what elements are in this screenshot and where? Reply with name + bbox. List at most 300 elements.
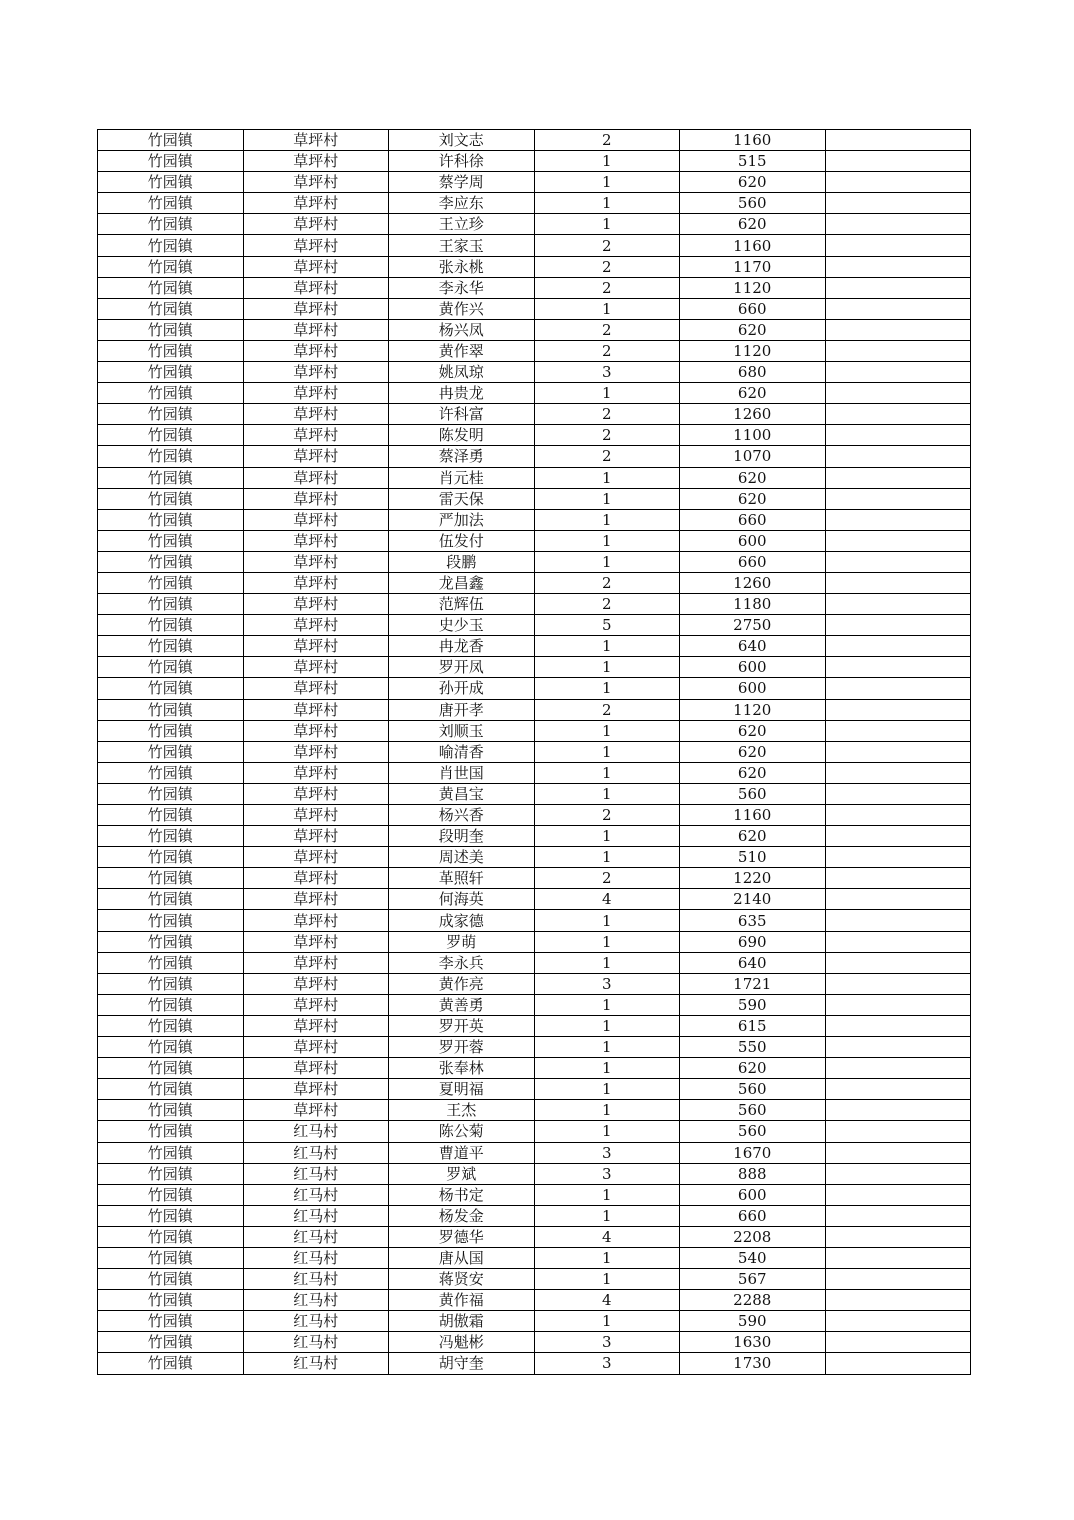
remark-cell	[825, 1353, 971, 1374]
table-row	[98, 340, 971, 361]
town-cell: 竹园镇	[98, 340, 244, 361]
amount-cell: 560	[680, 1121, 826, 1142]
village-cell: 草坪村	[243, 383, 389, 404]
name-cell: 蔡泽勇	[389, 446, 535, 467]
village-cell: 草坪村	[243, 404, 389, 425]
amount-cell: 600	[680, 657, 826, 678]
household-size-cell: 1	[534, 636, 680, 657]
village-cell: 草坪村	[243, 931, 389, 952]
table-row	[98, 847, 971, 868]
household-size-cell: 2	[534, 594, 680, 615]
village-cell: 红马村	[243, 1269, 389, 1290]
village-cell: 草坪村	[243, 172, 389, 193]
amount-cell: 1180	[680, 594, 826, 615]
amount-cell: 620	[680, 214, 826, 235]
amount-cell: 1730	[680, 1353, 826, 1374]
name-cell: 龙昌鑫	[389, 572, 535, 593]
remark-cell	[825, 1226, 971, 1247]
household-size-cell: 1	[534, 952, 680, 973]
remark-cell	[825, 551, 971, 572]
amount-cell: 620	[680, 826, 826, 847]
town-cell: 竹园镇	[98, 994, 244, 1015]
table-row	[98, 1015, 971, 1036]
household-size-cell: 1	[534, 530, 680, 551]
village-cell: 草坪村	[243, 235, 389, 256]
town-cell: 竹园镇	[98, 509, 244, 530]
household-size-cell: 2	[534, 130, 680, 151]
village-cell: 草坪村	[243, 805, 389, 826]
name-cell: 冯魁彬	[389, 1332, 535, 1353]
table-row	[98, 1332, 971, 1353]
remark-cell	[825, 1142, 971, 1163]
amount-cell: 640	[680, 636, 826, 657]
household-size-cell: 3	[534, 1163, 680, 1184]
name-cell: 姚凤琼	[389, 362, 535, 383]
remark-cell	[825, 404, 971, 425]
town-cell: 竹园镇	[98, 1079, 244, 1100]
village-cell: 草坪村	[243, 488, 389, 509]
table-row	[98, 383, 971, 404]
table-row	[98, 910, 971, 931]
table-row	[98, 488, 971, 509]
remark-cell	[825, 1332, 971, 1353]
remark-cell	[825, 1058, 971, 1079]
amount-cell: 620	[680, 467, 826, 488]
town-cell: 竹园镇	[98, 636, 244, 657]
household-size-cell: 1	[534, 1311, 680, 1332]
amount-cell: 1120	[680, 340, 826, 361]
table-row	[98, 193, 971, 214]
amount-cell: 2288	[680, 1290, 826, 1311]
village-cell: 草坪村	[243, 952, 389, 973]
town-cell: 竹园镇	[98, 530, 244, 551]
household-size-cell: 1	[534, 741, 680, 762]
remark-cell	[825, 488, 971, 509]
name-cell: 刘顺玉	[389, 720, 535, 741]
table-row	[98, 256, 971, 277]
amount-cell: 615	[680, 1015, 826, 1036]
name-cell: 喻清香	[389, 741, 535, 762]
amount-cell: 660	[680, 1205, 826, 1226]
remark-cell	[825, 931, 971, 952]
remark-cell	[825, 741, 971, 762]
town-cell: 竹园镇	[98, 952, 244, 973]
remark-cell	[825, 277, 971, 298]
name-cell: 冉龙香	[389, 636, 535, 657]
remark-cell	[825, 509, 971, 530]
remark-cell	[825, 130, 971, 151]
name-cell: 伍发付	[389, 530, 535, 551]
household-size-cell: 3	[534, 1142, 680, 1163]
village-cell: 草坪村	[243, 362, 389, 383]
amount-cell: 1260	[680, 404, 826, 425]
table-row	[98, 1353, 971, 1374]
remark-cell	[825, 699, 971, 720]
name-cell: 肖世国	[389, 762, 535, 783]
remark-cell	[825, 1037, 971, 1058]
name-cell: 杨发金	[389, 1205, 535, 1226]
amount-cell: 1170	[680, 256, 826, 277]
amount-cell: 680	[680, 362, 826, 383]
table-row	[98, 235, 971, 256]
household-size-cell: 5	[534, 615, 680, 636]
name-cell: 许科徐	[389, 151, 535, 172]
household-size-cell: 1	[534, 1058, 680, 1079]
town-cell: 竹园镇	[98, 193, 244, 214]
table-row	[98, 1142, 971, 1163]
household-size-cell: 2	[534, 319, 680, 340]
amount-cell: 620	[680, 1058, 826, 1079]
amount-cell: 1120	[680, 699, 826, 720]
name-cell: 蔡学周	[389, 172, 535, 193]
remark-cell	[825, 847, 971, 868]
village-cell: 草坪村	[243, 1015, 389, 1036]
name-cell: 蒋贤安	[389, 1269, 535, 1290]
town-cell: 竹园镇	[98, 1332, 244, 1353]
household-size-cell: 1	[534, 172, 680, 193]
amount-cell: 560	[680, 1079, 826, 1100]
household-size-cell: 1	[534, 720, 680, 741]
amount-cell: 1160	[680, 235, 826, 256]
household-size-cell: 1	[534, 214, 680, 235]
village-cell: 草坪村	[243, 868, 389, 889]
name-cell: 陈公菊	[389, 1121, 535, 1142]
remark-cell	[825, 889, 971, 910]
amount-cell: 1630	[680, 1332, 826, 1353]
amount-cell: 1120	[680, 277, 826, 298]
remark-cell	[825, 762, 971, 783]
village-cell: 草坪村	[243, 847, 389, 868]
household-size-cell: 2	[534, 425, 680, 446]
village-cell: 红马村	[243, 1163, 389, 1184]
household-size-cell: 1	[534, 151, 680, 172]
remark-cell	[825, 826, 971, 847]
town-cell: 竹园镇	[98, 235, 244, 256]
town-cell: 竹园镇	[98, 1015, 244, 1036]
village-cell: 红马村	[243, 1247, 389, 1268]
town-cell: 竹园镇	[98, 298, 244, 319]
name-cell: 黄善勇	[389, 994, 535, 1015]
amount-cell: 1070	[680, 446, 826, 467]
table-row	[98, 1269, 971, 1290]
amount-cell: 660	[680, 298, 826, 319]
household-size-cell: 1	[534, 1100, 680, 1121]
table-row	[98, 1290, 971, 1311]
village-cell: 草坪村	[243, 256, 389, 277]
table-row	[98, 594, 971, 615]
name-cell: 孙开成	[389, 678, 535, 699]
table-row	[98, 741, 971, 762]
remark-cell	[825, 235, 971, 256]
name-cell: 段明奎	[389, 826, 535, 847]
name-cell: 李永华	[389, 277, 535, 298]
village-cell: 草坪村	[243, 636, 389, 657]
village-cell: 红马村	[243, 1332, 389, 1353]
name-cell: 黄作福	[389, 1290, 535, 1311]
name-cell: 何海英	[389, 889, 535, 910]
household-size-cell: 4	[534, 1226, 680, 1247]
table-row	[98, 889, 971, 910]
remark-cell	[825, 636, 971, 657]
village-cell: 红马村	[243, 1121, 389, 1142]
remark-cell	[825, 446, 971, 467]
town-cell: 竹园镇	[98, 1058, 244, 1079]
household-size-cell: 3	[534, 362, 680, 383]
remark-cell	[825, 657, 971, 678]
household-size-cell: 1	[534, 1121, 680, 1142]
town-cell: 竹园镇	[98, 256, 244, 277]
village-cell: 草坪村	[243, 193, 389, 214]
household-size-cell: 1	[534, 551, 680, 572]
household-size-cell: 2	[534, 699, 680, 720]
town-cell: 竹园镇	[98, 362, 244, 383]
village-cell: 草坪村	[243, 151, 389, 172]
village-cell: 红马村	[243, 1226, 389, 1247]
household-size-cell: 1	[534, 1079, 680, 1100]
remark-cell	[825, 1184, 971, 1205]
remark-cell	[825, 214, 971, 235]
name-cell: 许科富	[389, 404, 535, 425]
table-row	[98, 425, 971, 446]
town-cell: 竹园镇	[98, 1142, 244, 1163]
town-cell: 竹园镇	[98, 657, 244, 678]
household-size-cell: 2	[534, 277, 680, 298]
table-row	[98, 530, 971, 551]
amount-cell: 567	[680, 1269, 826, 1290]
name-cell: 成家德	[389, 910, 535, 931]
town-cell: 竹园镇	[98, 1163, 244, 1184]
table-row	[98, 805, 971, 826]
remark-cell	[825, 572, 971, 593]
amount-cell: 620	[680, 383, 826, 404]
town-cell: 竹园镇	[98, 826, 244, 847]
amount-cell: 2140	[680, 889, 826, 910]
amount-cell: 600	[680, 1184, 826, 1205]
remark-cell	[825, 1163, 971, 1184]
remark-cell	[825, 298, 971, 319]
village-cell: 草坪村	[243, 214, 389, 235]
household-size-cell: 2	[534, 805, 680, 826]
town-cell: 竹园镇	[98, 741, 244, 762]
household-size-cell: 1	[534, 383, 680, 404]
household-size-cell: 1	[534, 678, 680, 699]
table-row	[98, 1079, 971, 1100]
town-cell: 竹园镇	[98, 847, 244, 868]
town-cell: 竹园镇	[98, 551, 244, 572]
name-cell: 李应东	[389, 193, 535, 214]
amount-cell: 888	[680, 1163, 826, 1184]
amount-cell: 560	[680, 783, 826, 804]
remark-cell	[825, 1247, 971, 1268]
remark-cell	[825, 1311, 971, 1332]
town-cell: 竹园镇	[98, 783, 244, 804]
remark-cell	[825, 615, 971, 636]
town-cell: 竹园镇	[98, 1247, 244, 1268]
household-size-cell: 2	[534, 868, 680, 889]
table-row	[98, 657, 971, 678]
remark-cell	[825, 340, 971, 361]
amount-cell: 620	[680, 741, 826, 762]
data-table	[97, 129, 971, 1375]
name-cell: 范辉伍	[389, 594, 535, 615]
name-cell: 黄作亮	[389, 973, 535, 994]
town-cell: 竹园镇	[98, 699, 244, 720]
table-body	[98, 130, 971, 1375]
table-row	[98, 1163, 971, 1184]
remark-cell	[825, 720, 971, 741]
name-cell: 雷天保	[389, 488, 535, 509]
town-cell: 竹园镇	[98, 467, 244, 488]
household-size-cell: 1	[534, 657, 680, 678]
table-row	[98, 931, 971, 952]
table-row	[98, 783, 971, 804]
name-cell: 肖元桂	[389, 467, 535, 488]
table-row	[98, 172, 971, 193]
amount-cell: 2750	[680, 615, 826, 636]
table-row	[98, 319, 971, 340]
name-cell: 段鹏	[389, 551, 535, 572]
table-row	[98, 362, 971, 383]
amount-cell: 560	[680, 1100, 826, 1121]
town-cell: 竹园镇	[98, 130, 244, 151]
table-row	[98, 762, 971, 783]
name-cell: 杨书定	[389, 1184, 535, 1205]
name-cell: 王杰	[389, 1100, 535, 1121]
village-cell: 草坪村	[243, 319, 389, 340]
remark-cell	[825, 678, 971, 699]
village-cell: 红马村	[243, 1142, 389, 1163]
remark-cell	[825, 319, 971, 340]
table-row	[98, 1247, 971, 1268]
village-cell: 草坪村	[243, 298, 389, 319]
household-size-cell: 2	[534, 446, 680, 467]
village-cell: 草坪村	[243, 1058, 389, 1079]
amount-cell: 620	[680, 488, 826, 509]
household-size-cell: 1	[534, 783, 680, 804]
town-cell: 竹园镇	[98, 1353, 244, 1374]
amount-cell: 550	[680, 1037, 826, 1058]
town-cell: 竹园镇	[98, 572, 244, 593]
remark-cell	[825, 172, 971, 193]
table-row	[98, 277, 971, 298]
amount-cell: 640	[680, 952, 826, 973]
amount-cell: 620	[680, 319, 826, 340]
household-size-cell: 2	[534, 340, 680, 361]
amount-cell: 620	[680, 720, 826, 741]
remark-cell	[825, 1121, 971, 1142]
name-cell: 冉贵龙	[389, 383, 535, 404]
amount-cell: 600	[680, 678, 826, 699]
name-cell: 曹道平	[389, 1142, 535, 1163]
village-cell: 草坪村	[243, 889, 389, 910]
household-size-cell: 4	[534, 889, 680, 910]
remark-cell	[825, 994, 971, 1015]
household-size-cell: 1	[534, 931, 680, 952]
amount-cell: 515	[680, 151, 826, 172]
table-row	[98, 720, 971, 741]
village-cell: 草坪村	[243, 530, 389, 551]
table-row	[98, 467, 971, 488]
remark-cell	[825, 467, 971, 488]
name-cell: 史少玉	[389, 615, 535, 636]
town-cell: 竹园镇	[98, 1205, 244, 1226]
name-cell: 胡傲霜	[389, 1311, 535, 1332]
remark-cell	[825, 910, 971, 931]
town-cell: 竹园镇	[98, 910, 244, 931]
household-size-cell: 3	[534, 1353, 680, 1374]
town-cell: 竹园镇	[98, 615, 244, 636]
household-size-cell: 1	[534, 1205, 680, 1226]
household-size-cell: 4	[534, 1290, 680, 1311]
village-cell: 草坪村	[243, 678, 389, 699]
table-row	[98, 1037, 971, 1058]
amount-cell: 620	[680, 762, 826, 783]
name-cell: 陈发明	[389, 425, 535, 446]
town-cell: 竹园镇	[98, 1290, 244, 1311]
name-cell: 杨兴凤	[389, 319, 535, 340]
amount-cell: 2208	[680, 1226, 826, 1247]
town-cell: 竹园镇	[98, 931, 244, 952]
remark-cell	[825, 1079, 971, 1100]
village-cell: 草坪村	[243, 762, 389, 783]
table-row	[98, 952, 971, 973]
name-cell: 罗开英	[389, 1015, 535, 1036]
amount-cell: 590	[680, 1311, 826, 1332]
household-size-cell: 3	[534, 1332, 680, 1353]
village-cell: 草坪村	[243, 130, 389, 151]
name-cell: 王立珍	[389, 214, 535, 235]
table-row	[98, 151, 971, 172]
town-cell: 竹园镇	[98, 214, 244, 235]
town-cell: 竹园镇	[98, 1226, 244, 1247]
town-cell: 竹园镇	[98, 446, 244, 467]
village-cell: 草坪村	[243, 826, 389, 847]
name-cell: 罗德华	[389, 1226, 535, 1247]
remark-cell	[825, 1100, 971, 1121]
village-cell: 草坪村	[243, 994, 389, 1015]
remark-cell	[825, 868, 971, 889]
name-cell: 罗萌	[389, 931, 535, 952]
remark-cell	[825, 151, 971, 172]
table-row	[98, 994, 971, 1015]
table-row	[98, 551, 971, 572]
name-cell: 严加法	[389, 509, 535, 530]
table-row	[98, 404, 971, 425]
village-cell: 草坪村	[243, 277, 389, 298]
household-size-cell: 2	[534, 256, 680, 277]
amount-cell: 1160	[680, 805, 826, 826]
village-cell: 草坪村	[243, 467, 389, 488]
table-row	[98, 678, 971, 699]
town-cell: 竹园镇	[98, 425, 244, 446]
household-size-cell: 2	[534, 404, 680, 425]
name-cell: 黄昌宝	[389, 783, 535, 804]
name-cell: 唐从国	[389, 1247, 535, 1268]
town-cell: 竹园镇	[98, 151, 244, 172]
name-cell: 刘文志	[389, 130, 535, 151]
table-row	[98, 826, 971, 847]
town-cell: 竹园镇	[98, 1184, 244, 1205]
table-row	[98, 298, 971, 319]
amount-cell: 690	[680, 931, 826, 952]
household-size-cell: 1	[534, 910, 680, 931]
village-cell: 草坪村	[243, 594, 389, 615]
amount-cell: 540	[680, 1247, 826, 1268]
amount-cell: 620	[680, 172, 826, 193]
table-row	[98, 572, 971, 593]
amount-cell: 590	[680, 994, 826, 1015]
amount-cell: 1260	[680, 572, 826, 593]
